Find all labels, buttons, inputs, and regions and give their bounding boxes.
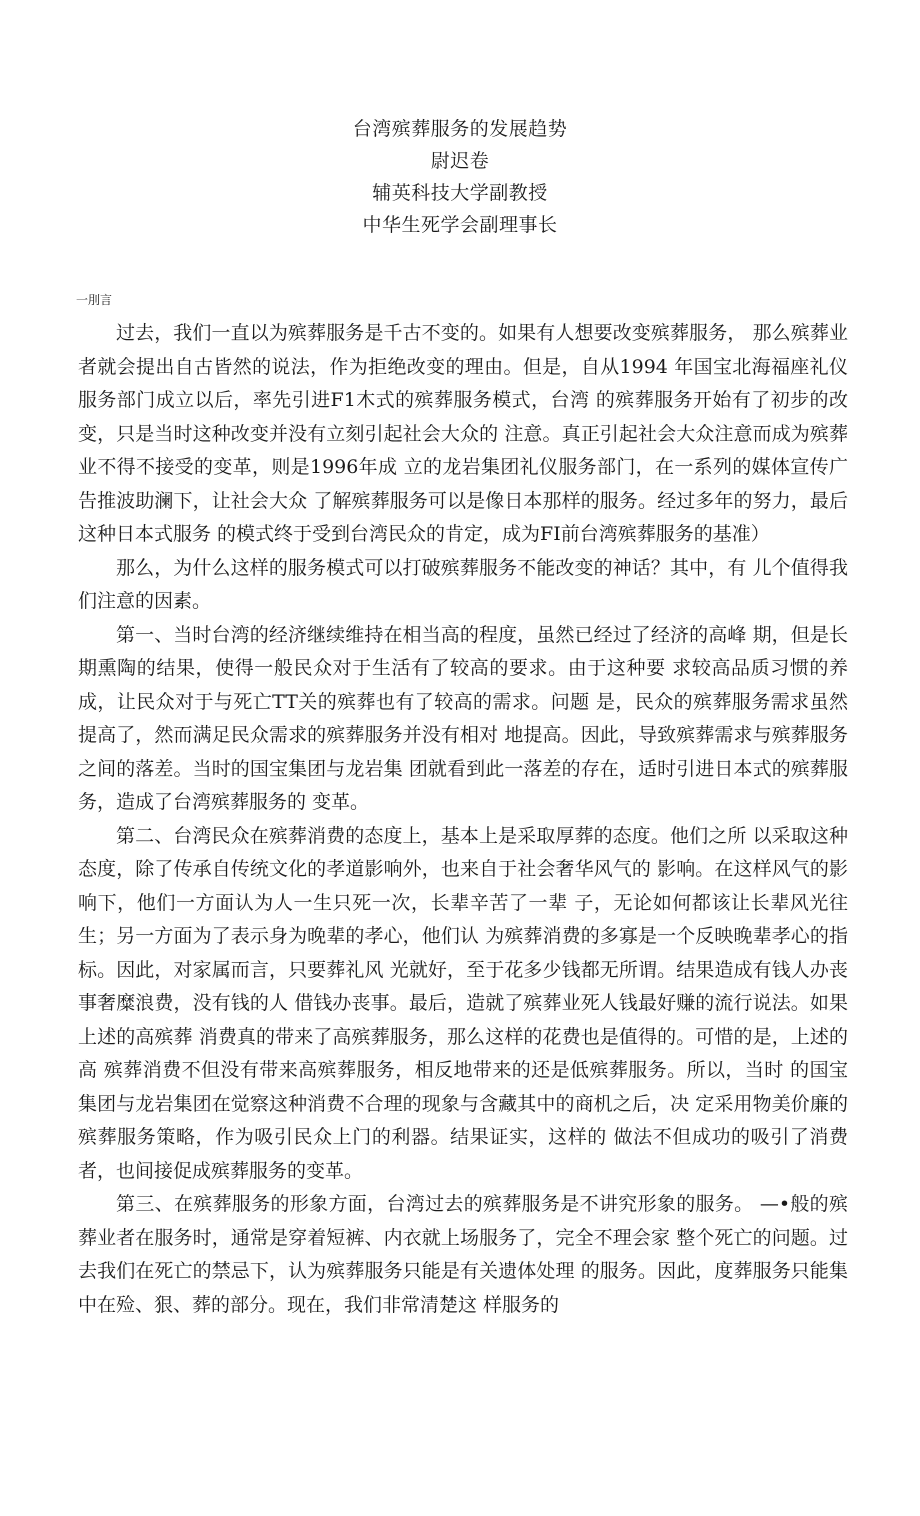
document-title: 台湾殡葬服务的发展趋势 <box>352 118 568 140</box>
author-affiliation: 辅英科技大学副教授 <box>372 182 548 204</box>
author-name: 尉迟卷 <box>430 150 490 172</box>
author-role: 中华生死学会副理事长 <box>362 214 558 236</box>
body-text <box>78 317 848 1322</box>
paragraph-5: 第三、在殡葬服务的形象方面，台湾过去的殡葬服务是不讲究形象的服务。 —•般的殡葬业者在服务时，通常是穿着短裤、内衣就上场服务了，完全不理会家 整个死亡的问题。过去我们在死亡的禁忌下，认为殡葬服务只能是有关遗体处理 的服务。因此，度葬服务只能集中在殓、狠、葬的部分。现在，我们非常清楚这 样服务的 <box>78 1193 848 1316</box>
title-block <box>0 113 920 241</box>
section-heading: 一刖言 <box>76 293 113 307</box>
paragraph-4: 第二、台湾民众在殡葬消费的态度上，基本上是采取厚葬的态度。他们之所 以采取这种态度，除了传承自传统文化的孝道影响外，也来自于社会奢华风气的 影响。在这样风气的影响下，他们一方面认为人一生只死一次，长辈辛苦了一辈 子，无论如何都该让长辈风光往生；另一方面为了表示身为晚辈的孝心，他们认 为殡葬消费的多寡是一个反映晚辈孝心的指标。因此，对家属而言，只要葬礼风 光就好，至于花多少钱都无所谓。结果造成有钱人办丧事奢糜浪费，没有钱的人 借钱办丧事。最后，造就了殡葬业死人钱最好赚的流行说法。如果上述的高殡葬 消费真的带来了高殡葬服务，那么这样的花费也是值得的。可惜的是，上述的高 殡葬消费不但没有带来高殡葬服务，相反地带来的还是低殡葬服务。所以，当时 的国宝集团与龙岩集团在觉察这种消费不合理的现象与含藏其中的商机之后，决 定采用物美价廉的殡葬服务策略，作为吸引民众上门的利器。结果证实，这样的 做法不但成功的吸引了消费者，也间接促成殡葬服务的变革。 <box>78 824 848 1182</box>
paragraph-2: 那么，为什么这样的服务模式可以打破殡葬服务不能改变的神话？其中，有 儿个值得我们注意的因素。 <box>78 556 848 612</box>
paragraph-1: 过去，我们一直以为殡葬服务是千古不变的。如果有人想要改变殡葬服务， 那么殡葬业者就会提出自古皆然的说法，作为拒绝改变的理由。但是，自从1994 年国宝北海福座礼仪服务部门成立以后，率先引进F1木式的殡葬服务模式，台湾 的殡葬服务开始有了初步的改变，只是当时这种改变并没有立刻引起社会大众的 注意。真正引起社会大众注意而成为殡葬业不得不接受的变革，则是1996年成 立的龙岩集团礼仪服务部门，在一系列的媒体宣传广告推波助澜下，让社会大众 了解殡葬服务可以是像日本那样的服务。经过多年的努力，最后这种日本式服务 的模式终于受到台湾民众的肯定，成为FI前台湾殡葬服务的基准） <box>78 322 848 545</box>
paragraph-3: 第一、当时台湾的经济继续维持在相当高的程度，虽然已经过了经济的高峰 期，但是长期熏陶的结果，使得一般民众对于生活有了较高的要求。由于这种要 求较高品质习惯的养成，让民众对于与死亡TT关的殡葬也有了较高的需求。问题 是，民众的殡葬服务需求虽然提高了，然而满足民众需求的殡葬服务并没有相对 地提高。因此，导致殡葬需求与殡葬服务之间的落差。当时的国宝集团与龙岩集 团就看到此一落差的存在，适时引进日本式的殡葬服务，造成了台湾殡葬服务的 变革。 <box>78 623 848 813</box>
